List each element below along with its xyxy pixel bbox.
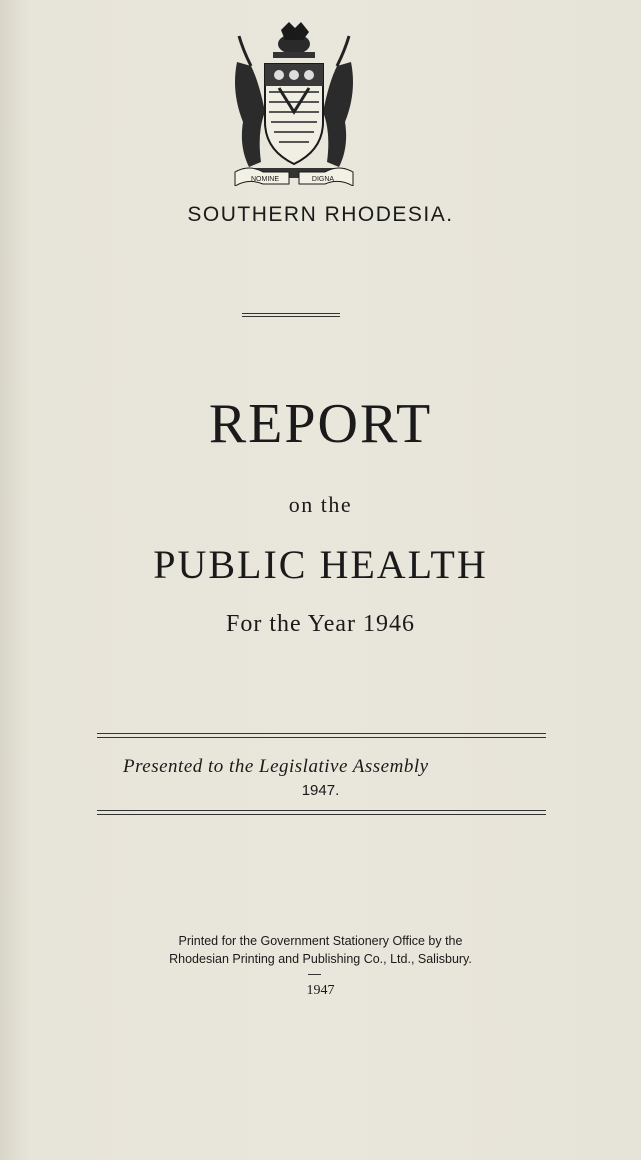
- presentation-line: Presented to the Legislative Assembly: [123, 756, 429, 777]
- report-year: For the Year 1946: [226, 611, 415, 637]
- divider: [97, 733, 546, 734]
- divider: [308, 974, 321, 975]
- report-subject: PUBLIC HEALTH: [153, 542, 488, 587]
- divider: [97, 737, 546, 738]
- divider: [97, 810, 546, 811]
- report-title: REPORT: [208, 393, 433, 455]
- svg-text:DIGNA: DIGNA: [311, 176, 335, 183]
- imprint-year: 1947: [306, 983, 335, 998]
- country-heading: SOUTHERN RHODESIA.: [187, 203, 454, 226]
- divider: [242, 313, 340, 314]
- presentation-year: 1947.: [301, 782, 340, 799]
- coat-of-arms-image: [229, 22, 359, 186]
- printer-imprint: [0, 932, 641, 968]
- svg-text:NOMINE: NOMINE: [251, 176, 279, 183]
- imprint-line-1: Printed for the Government Stationery Office by the: [178, 934, 463, 948]
- title-connector: on the: [288, 492, 353, 517]
- imprint-line-2: Rhodesian Printing and Publishing Co., Ltd., Salisbury.: [169, 952, 472, 966]
- divider: [97, 814, 546, 815]
- divider: [242, 316, 340, 317]
